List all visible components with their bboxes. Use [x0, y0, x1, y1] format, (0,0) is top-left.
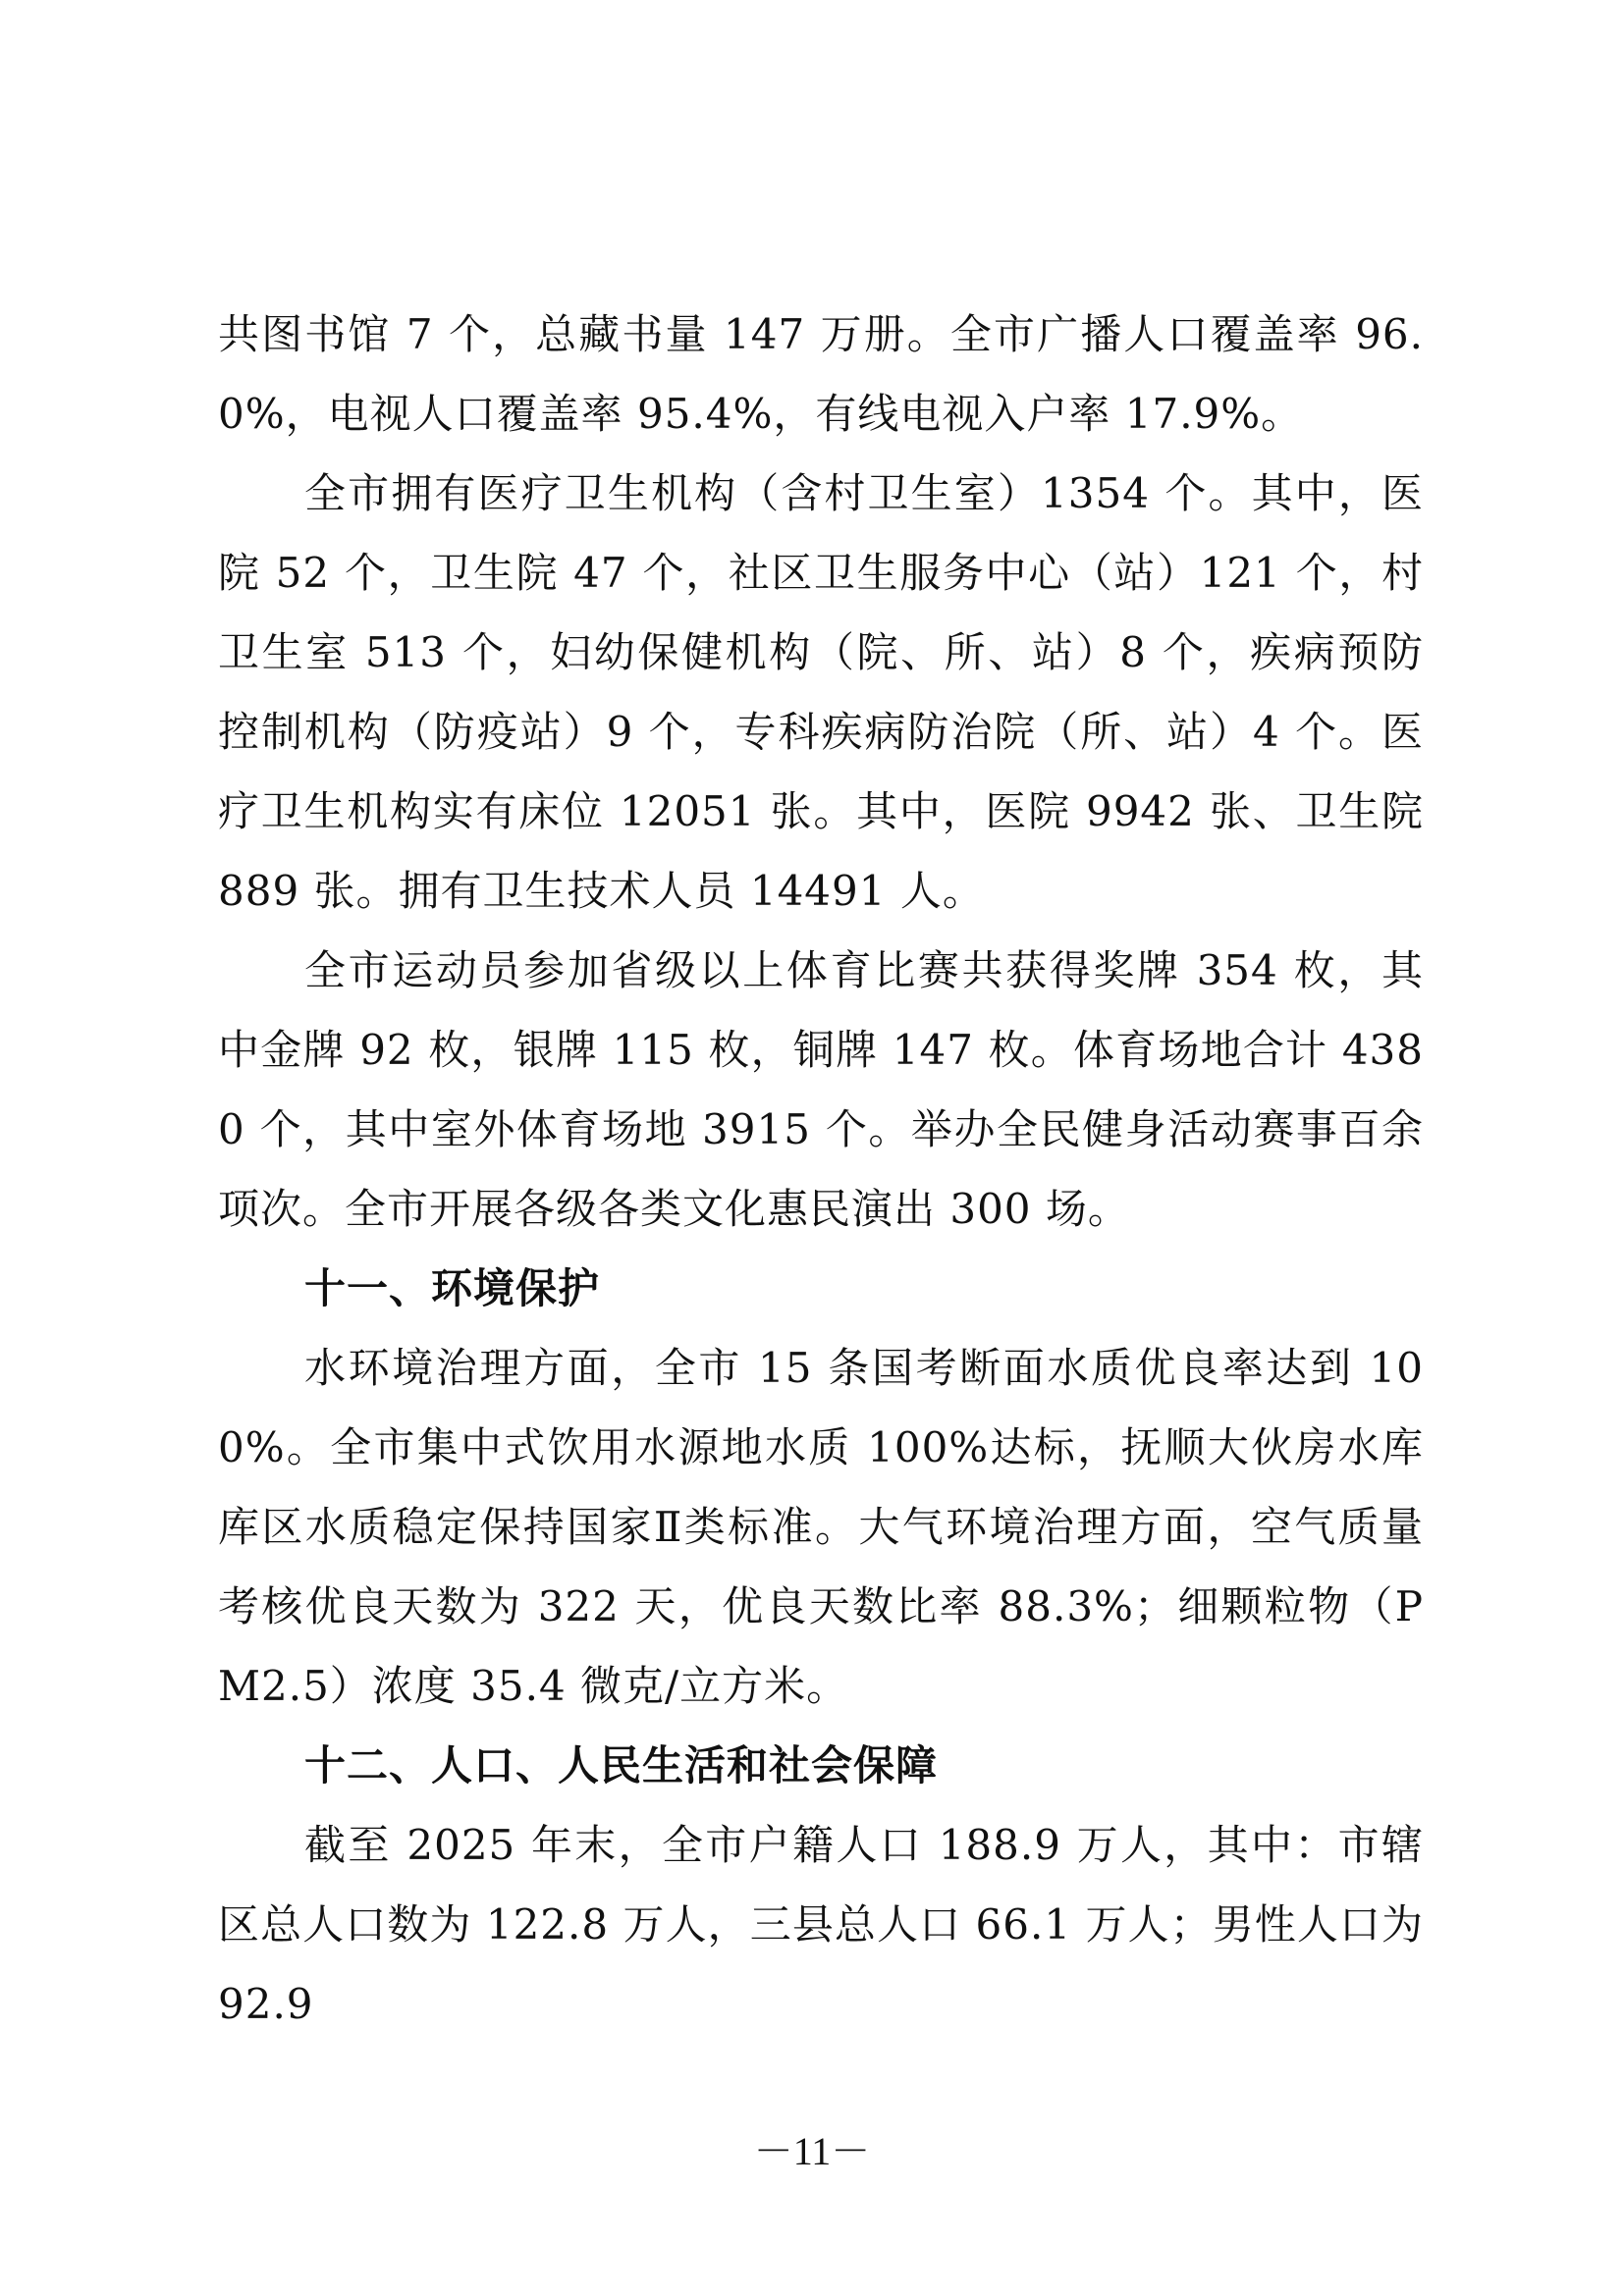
paragraph-library-broadcast: 共图书馆 7 个，总藏书量 147 万册。全市广播人口覆盖率 96.0%，电视人口覆盖率 95.4%，有线电视入户率 17.9%。 — [218, 310, 1424, 438]
document-body — [218, 294, 1424, 2044]
paragraph-medical-institutions: 全市拥有医疗卫生机构（含村卫生室）1354 个。其中，医院 52 个，卫生院 47 个，社区卫生服务中心（站）121 个，村卫生室 513 个，妇幼保健机构（院、所、站）8 个，疾病预防控制机构（防疫站）9 个，专科疾病防治院（所、站）4 个。医疗卫生机构实有床位 12051 张。其中，医院 9942 张、卫生院 889 张。拥有卫生技术人员 14491 人。 — [218, 469, 1424, 915]
paragraph-sports-culture: 全市运动员参加省级以上体育比赛共获得奖牌 354 枚，其中金牌 92 枚，银牌 115 枚，铜牌 147 枚。体育场地合计 4380 个，其中室外体育场地 3915 个。举办全民健身活动赛事百余项次。全市开展各级各类文化惠民演出 300 场。 — [218, 946, 1424, 1233]
section-heading-population: 十二、人口、人民生活和社会保障 — [304, 1741, 939, 1789]
page-number: －11－ — [753, 2129, 871, 2173]
paragraph-population: 截至 2025 年末，全市户籍人口 188.9 万人，其中：市辖区总人口数为 122.8 万人，三县总人口 66.1 万人；男性人口为 92.9 — [218, 1821, 1424, 2028]
paragraph-environment: 水环境治理方面，全市 15 条国考断面水质优良率达到 100%。全市集中式饮用水源地水质 100%达标，抚顺大伙房水库库区水质稳定保持国家Ⅱ类标准。大气环境治理方面，空气质量考核优良天数为 322 天，优良天数比率 88.3%；细颗粒物（PM2.5）浓度 35.4 微克/立方米。 — [218, 1344, 1424, 1710]
section-heading-environment: 十一、环境保护 — [304, 1264, 601, 1312]
